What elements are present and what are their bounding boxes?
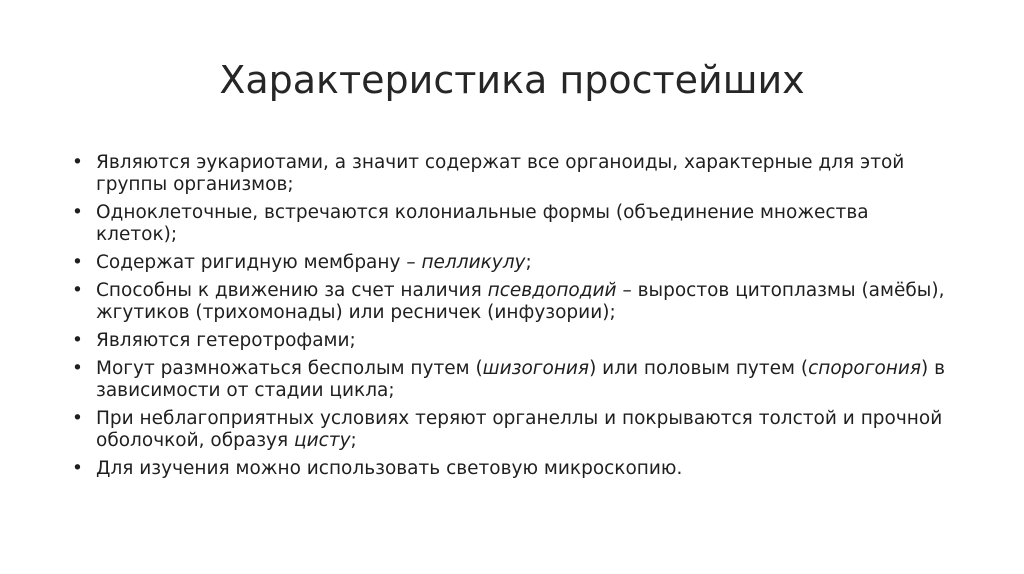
bullet-item (70, 330, 950, 352)
bullet-text: ) или половым путем ( (589, 358, 809, 379)
bullet-item (70, 458, 950, 480)
bullet-item (70, 152, 950, 196)
bullet-text: Являются эукариотами, а значит содержат все органоиды, характерные для этой группы организмов; (96, 152, 905, 195)
bullet-term-italic: шизогония (482, 358, 590, 379)
bullet-text: Одноклеточные, встречаются колониальные формы (объединение множества клеток); (96, 202, 869, 245)
bullet-text: Являются гетеротрофами; (96, 330, 356, 351)
bullet-marker: • (72, 152, 83, 173)
bullet-text: Способны к движению за счет наличия (96, 280, 488, 301)
bullet-marker: • (72, 408, 83, 429)
bullet-marker: • (72, 280, 83, 301)
bullet-text: При неблагоприятных условиях теряют органеллы и покрываются толстой и прочной оболочкой, образуя (96, 408, 943, 451)
bullet-text: ; (525, 252, 532, 273)
bullet-item (70, 280, 950, 324)
bullet-marker: • (72, 330, 83, 351)
bullet-item (70, 202, 950, 246)
bullet-text: ; (350, 430, 357, 451)
slide-title: Характеристика простейших (219, 58, 805, 102)
bullet-term-italic: цисту (294, 430, 351, 451)
bullet-text: ) в зависимости от стадии цикла; (96, 358, 946, 401)
bullet-list (70, 152, 950, 486)
bullet-text: – выростов цитоплазмы (амёбы), жгутиков (трихомонады) или ресничек (инфузории); (96, 280, 945, 323)
bullet-text: Содержат ригидную мембрану – (96, 252, 422, 273)
bullet-text: Для изучения можно использовать световую микроскопию. (96, 458, 683, 479)
bullet-marker: • (72, 202, 83, 223)
bullet-marker: • (72, 458, 83, 479)
bullet-term-italic: пелликулу (421, 252, 526, 273)
bullet-item (70, 358, 950, 402)
bullet-item (70, 252, 950, 274)
bullet-term-italic: псевдоподий (487, 280, 617, 301)
bullet-item (70, 408, 950, 452)
bullet-marker: • (72, 252, 83, 273)
bullet-text: Могут размножаться бесполым путем ( (96, 358, 483, 379)
bullet-marker: • (72, 358, 83, 379)
bullet-term-italic: спорогония (808, 358, 922, 379)
